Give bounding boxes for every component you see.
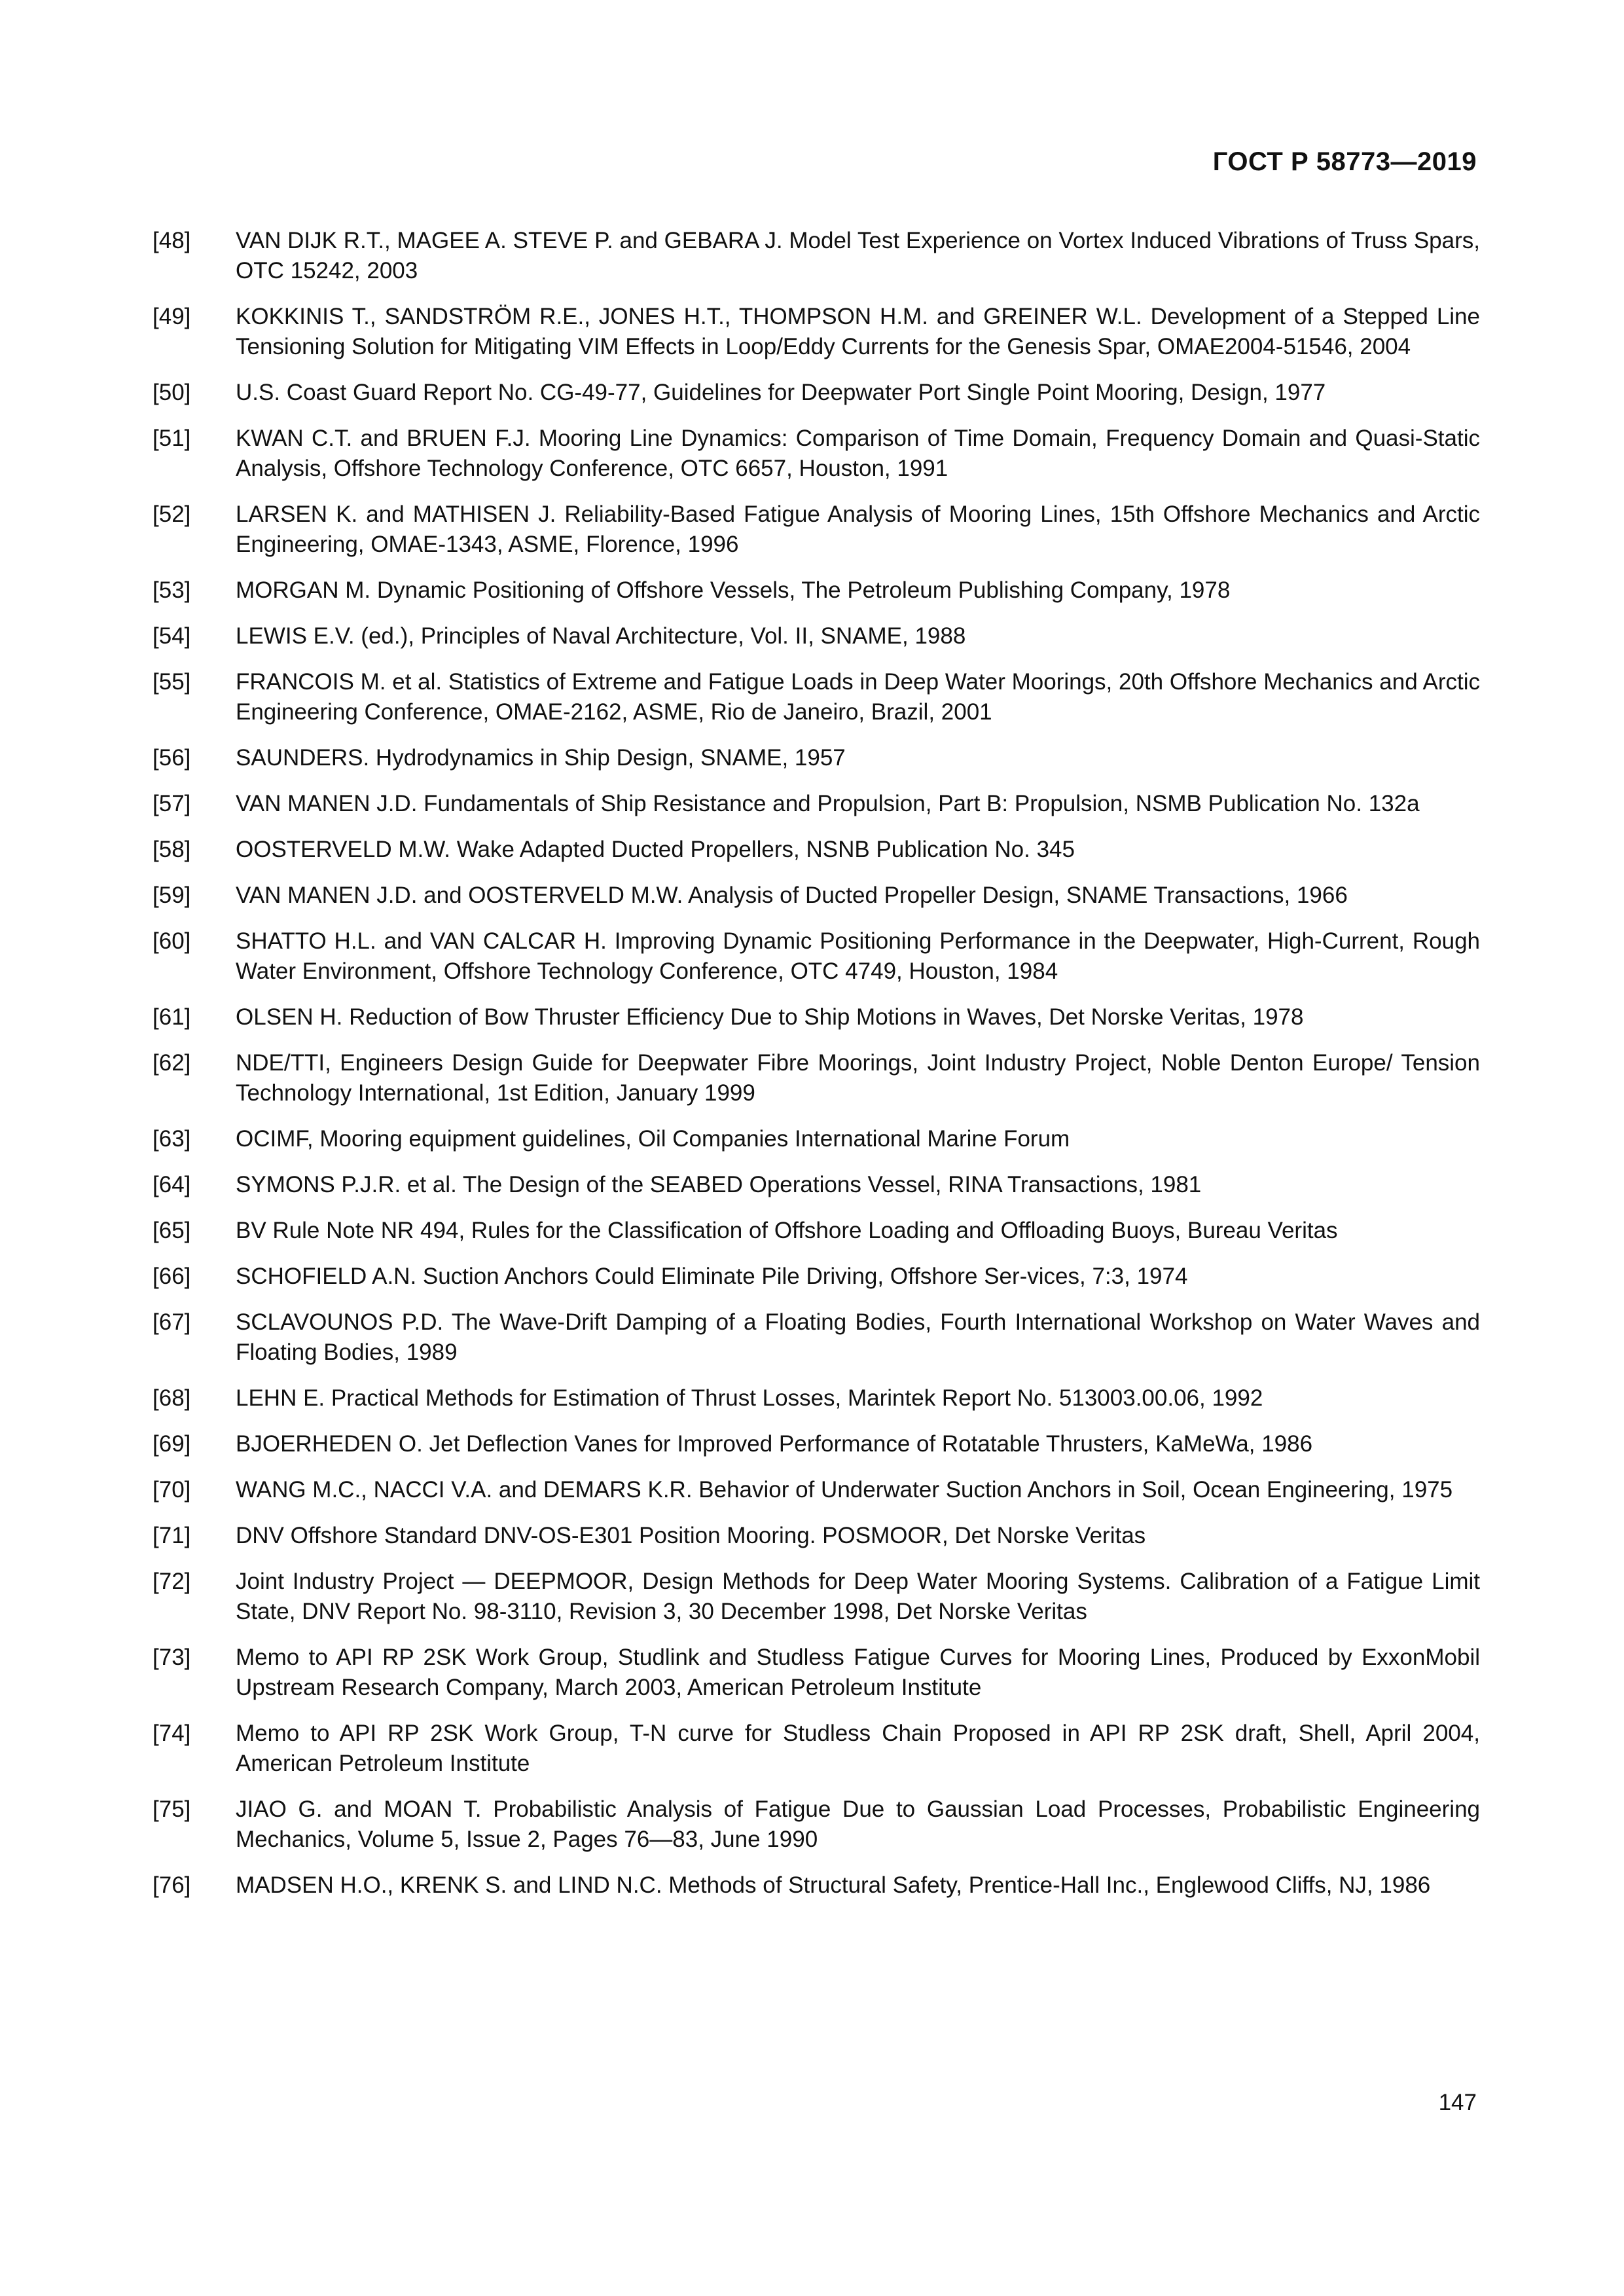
reference-number: [56] — [153, 745, 191, 771]
reference-number: [54] — [153, 623, 191, 649]
reference-number: [72] — [153, 1569, 191, 1594]
reference-item — [153, 1475, 1480, 1505]
reference-text: VAN MANEN J.D. and OOSTERVELD M.W. Analysis of Ducted Propeller Design, SNAME Transactions, 1966 — [236, 883, 1348, 908]
reference-text: JIAO G. and MOAN T. Probabilistic Analysis of Fatigue Due to Gaussian Load Processes, Probabilistic Engineering Mechanics, Volume 5, Issue 2, Pages 76—83, June 1990 — [236, 1796, 1480, 1852]
reference-item — [153, 226, 1480, 286]
reference-item — [153, 621, 1480, 651]
reference-text: FRANCOIS M. et al. Statistics of Extreme and Fatigue Loads in Deep Water Moorings, 20th Offshore Mechanics and Arctic Engineering Conference, OMAE-2162, ASME, Rio de Janeiro, Brazil, 2001 — [236, 669, 1480, 725]
reference-item — [153, 1795, 1480, 1855]
reference-number: [49] — [153, 304, 191, 329]
reference-item — [153, 1048, 1480, 1108]
reference-item — [153, 1002, 1480, 1032]
reference-number: [76] — [153, 1872, 191, 1898]
reference-number: [65] — [153, 1218, 191, 1243]
reference-text: LEHN E. Practical Methods for Estimation of Thrust Losses, Marintek Report No. 513003.00.06, 1992 — [236, 1385, 1263, 1411]
reference-item — [153, 424, 1480, 484]
reference-number: [64] — [153, 1172, 191, 1197]
reference-item — [153, 378, 1480, 408]
reference-number: [74] — [153, 1721, 191, 1746]
reference-text: MORGAN M. Dynamic Positioning of Offshore Vessels, The Petroleum Publishing Company, 1978 — [236, 577, 1231, 603]
reference-text: U.S. Coast Guard Report No. CG-49-77, Guidelines for Deepwater Port Single Point Mooring, Design, 1977 — [236, 380, 1326, 405]
reference-list — [153, 226, 1480, 1916]
reference-item — [153, 1719, 1480, 1779]
reference-text: Memo to API RP 2SK Work Group, Studlink and Studless Fatigue Curves for Mooring Lines, Produced by ExxonMobil Upstream Research Company, March 2003, American Petroleum Institute — [236, 1645, 1480, 1700]
reference-item — [153, 1124, 1480, 1154]
reference-item — [153, 1643, 1480, 1703]
reference-item — [153, 1170, 1480, 1200]
reference-text: SYMONS P.J.R. et al. The Design of the SEABED Operations Vessel, RINA Transactions, 1981 — [236, 1172, 1202, 1197]
reference-number: [52] — [153, 501, 191, 527]
reference-text: Memo to API RP 2SK Work Group, T-N curve for Studless Chain Proposed in API RP 2SK draft, Shell, April 2004, American Petroleum Institute — [236, 1721, 1480, 1776]
reference-number: [53] — [153, 577, 191, 603]
reference-item — [153, 667, 1480, 727]
document-header: ГОСТ Р 58773—2019 — [1212, 147, 1477, 176]
reference-item — [153, 500, 1480, 560]
reference-number: [63] — [153, 1126, 191, 1152]
reference-number: [57] — [153, 791, 191, 816]
reference-item — [153, 1521, 1480, 1551]
reference-number: [70] — [153, 1477, 191, 1503]
reference-item — [153, 1262, 1480, 1292]
reference-number: [48] — [153, 228, 191, 253]
reference-number: [55] — [153, 669, 191, 695]
reference-text: VAN MANEN J.D. Fundamentals of Ship Resistance and Propulsion, Part B: Propulsion, NSMB Publication No. 132a — [236, 791, 1420, 816]
reference-text: VAN DIJK R.T., MAGEE A. STEVE P. and GEBARA J. Model Test Experience on Vortex Induced Vibrations of Truss Spars, OTC 15242, 2003 — [236, 228, 1480, 283]
reference-text: OLSEN H. Reduction of Bow Thruster Efficiency Due to Ship Motions in Waves, Det Norske Veritas, 1978 — [236, 1004, 1304, 1030]
reference-number: [61] — [153, 1004, 191, 1030]
reference-number: [67] — [153, 1309, 191, 1335]
reference-number: [60] — [153, 928, 191, 954]
reference-text: BJOERHEDEN O. Jet Deflection Vanes for Improved Performance of Rotatable Thrusters, KaMeWa, 1986 — [236, 1431, 1313, 1457]
reference-item — [153, 1307, 1480, 1368]
reference-text: SHATTO H.L. and VAN CALCAR H. Improving Dynamic Positioning Performance in the Deepwater, High-Current, Rough Water Environment, Offshore Technology Conference, OTC 4749, Houston, 1984 — [236, 928, 1480, 984]
reference-number: [58] — [153, 837, 191, 862]
reference-text: SCHOFIELD A.N. Suction Anchors Could Eliminate Pile Driving, Offshore Ser-vices, 7:3, 1974 — [236, 1264, 1188, 1289]
reference-item — [153, 302, 1480, 362]
reference-text: SAUNDERS. Hydrodynamics in Ship Design, SNAME, 1957 — [236, 745, 846, 771]
reference-item — [153, 1216, 1480, 1246]
reference-item — [153, 1429, 1480, 1459]
reference-text: DNV Offshore Standard DNV-OS-E301 Position Mooring. POSMOOR, Det Norske Veritas — [236, 1523, 1146, 1548]
reference-number: [51] — [153, 426, 191, 451]
reference-text: SCLAVOUNOS P.D. The Wave-Drift Damping of a Floating Bodies, Fourth International Workshop on Water Waves and Floating Bodies, 1989 — [236, 1309, 1480, 1365]
reference-text: KWAN C.T. and BRUEN F.J. Mooring Line Dynamics: Comparison of Time Domain, Frequency Domain and Quasi-Static Analysis, Offshore Technology Conference, OTC 6657, Houston, 1991 — [236, 426, 1480, 481]
reference-text: OOSTERVELD M.W. Wake Adapted Ducted Propellers, NSNB Publication No. 345 — [236, 837, 1075, 862]
reference-text: MADSEN H.O., KRENK S. and LIND N.C. Methods of Structural Safety, Prentice-Hall Inc., Englewood Cliffs, NJ, 1986 — [236, 1872, 1431, 1898]
reference-item — [153, 1383, 1480, 1413]
reference-text: OCIMF, Mooring equipment guidelines, Oil Companies International Marine Forum — [236, 1126, 1070, 1152]
reference-number: [62] — [153, 1050, 191, 1076]
reference-item — [153, 789, 1480, 819]
reference-number: [71] — [153, 1523, 191, 1548]
reference-text: KOKKINIS T., SANDSTRÖM R.E., JONES H.T., THOMPSON H.M. and GREINER W.L. Development of a Stepped Line Tensioning Solution for Mitigating VIM Effects in Loop/Eddy Currents for the Genesis Spar, OMAE2004-51546, 2004 — [236, 304, 1480, 359]
reference-text: WANG M.C., NACCI V.A. and DEMARS K.R. Behavior of Underwater Suction Anchors in Soil, Ocean Engineering, 1975 — [236, 1477, 1453, 1503]
reference-item — [153, 1870, 1480, 1901]
reference-number: [66] — [153, 1264, 191, 1289]
reference-item — [153, 1567, 1480, 1627]
reference-text: LEWIS E.V. (ed.), Principles of Naval Architecture, Vol. II, SNAME, 1988 — [236, 623, 966, 649]
reference-item — [153, 926, 1480, 987]
reference-item — [153, 575, 1480, 606]
reference-number: [50] — [153, 380, 191, 405]
reference-number: [68] — [153, 1385, 191, 1411]
reference-number: [69] — [153, 1431, 191, 1457]
reference-text: LARSEN K. and MATHISEN J. Reliability-Based Fatigue Analysis of Mooring Lines, 15th Offshore Mechanics and Arctic Engineering, OMAE-1343, ASME, Florence, 1996 — [236, 501, 1480, 557]
reference-number: [73] — [153, 1645, 191, 1670]
reference-item — [153, 835, 1480, 865]
reference-number: [59] — [153, 883, 191, 908]
reference-text: BV Rule Note NR 494, Rules for the Classification of Offshore Loading and Offloading Buoys, Bureau Veritas — [236, 1218, 1338, 1243]
reference-text: Joint Industry Project — DEEPMOOR, Design Methods for Deep Water Mooring Systems. Calibration of a Fatigue Limit State, DNV Report No. 98-3110, Revision 3, 30 December 1998, Det Norske Veritas — [236, 1569, 1480, 1624]
reference-item — [153, 743, 1480, 773]
reference-text: NDE/TTI, Engineers Design Guide for Deepwater Fibre Moorings, Joint Industry Project, Noble Denton Europe/ Tension Technology International, 1st Edition, January 1999 — [236, 1050, 1480, 1106]
reference-number: [75] — [153, 1796, 191, 1822]
page-number: 147 — [1438, 2090, 1477, 2115]
reference-item — [153, 881, 1480, 911]
